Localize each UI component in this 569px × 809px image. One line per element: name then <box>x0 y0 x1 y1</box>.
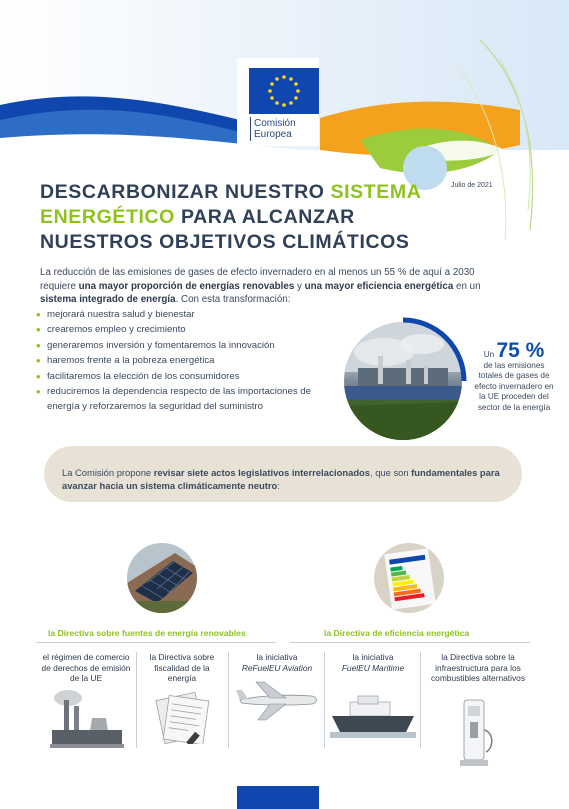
factory-icon <box>50 688 124 748</box>
intro-bold: sistema integrado de energía <box>40 294 176 305</box>
ets-label: el régimen de comercio de derechos de emisión de la UE <box>41 652 131 684</box>
stat-text: de las emisiones totales de gases de efecto invernadero en la UE proceden del sector de la energía <box>474 360 554 412</box>
energy-taxation-label: la Directiva sobre fiscalidad de la energía <box>149 652 215 684</box>
stat-value: 75 % <box>496 339 545 362</box>
logo-text <box>254 118 296 140</box>
fueleu-pre: la iniciativa <box>352 652 394 662</box>
intro-text: La reducción de las emisiones de gases de efecto invernadero en al menos un 55 % de aquí a 2030 requiere <box>40 267 475 292</box>
afir-label: la Directiva sobre la infraestructura para los combustibles alternativos <box>430 652 526 684</box>
logo-line-1: Comisión <box>254 118 296 129</box>
title-highlight: SISTEMA <box>330 181 422 203</box>
list-item: • crearemos empleo y crecimiento <box>36 322 326 337</box>
intro-bold: una mayor eficiencia energética <box>304 280 454 292</box>
efficiency-directive-heading: la Directiva de eficiencia energética <box>324 628 470 638</box>
renewables-directive-heading: la Directiva sobre fuentes de energía renovables <box>48 628 246 638</box>
divider <box>290 642 530 643</box>
charging-station-icon <box>456 698 496 770</box>
refueleu-label <box>232 652 322 673</box>
intro-text: en un <box>453 280 481 292</box>
callout-text <box>62 466 512 492</box>
column-divider <box>420 652 421 748</box>
callout-part: : <box>277 480 280 491</box>
divider <box>36 642 276 643</box>
column-divider <box>136 652 137 748</box>
list-item: • generaremos inversión y fomentaremos la innovación <box>36 338 326 353</box>
photo-ring <box>338 316 468 446</box>
airplane-icon <box>236 676 320 722</box>
footer-eu-bar <box>237 786 319 809</box>
column-divider <box>324 652 325 748</box>
ship-icon <box>330 694 416 738</box>
solar-panel-photo <box>127 543 197 613</box>
energy-label-photo <box>374 543 444 613</box>
refueleu-pre: la iniciativa <box>256 652 298 662</box>
fueleu-name: FuelEU Maritime <box>341 662 405 673</box>
stat-prefix: Un <box>483 350 495 359</box>
column-divider <box>228 652 229 748</box>
emissions-stat <box>471 339 557 413</box>
intro-bold: una mayor proporción de energías renovables <box>78 280 295 292</box>
title-part: PARA ALCANZAR <box>174 206 355 228</box>
logo-line-2: Europea <box>254 129 292 140</box>
callout-bold: fundamentales para avanzar hacia un sistema climáticamente neutro <box>62 467 500 491</box>
callout-part: La Comisión propone <box>62 467 154 478</box>
callout-part: , que son <box>369 467 412 478</box>
intro-paragraph <box>40 266 505 307</box>
fueleu-label <box>328 652 418 673</box>
intro-text: y <box>294 280 305 292</box>
publication-date: Julio de 2021 <box>451 182 493 189</box>
logo-divider <box>250 117 251 141</box>
title-part: DESCARBONIZAR NUESTRO <box>40 181 331 203</box>
list-item: • reduciremos la dependencia respecto de las importaciones de energía y reforzaremos la seguridad del suministro <box>36 384 326 415</box>
eu-flag-icon <box>249 68 319 114</box>
refueleu-name: ReFuelEU Aviation <box>241 662 313 673</box>
callout-bold: revisar siete actos legislativos interrelacionados <box>153 467 370 478</box>
title-part: NUESTROS OBJETIVOS CLIMÁTICOS <box>40 231 410 253</box>
tax-document-icon <box>150 692 216 744</box>
list-item: • mejorará nuestra salud y bienestar <box>36 307 326 322</box>
title-highlight: ENERGÉTICO <box>40 206 175 228</box>
intro-text: . Con esta transformación: <box>175 294 291 305</box>
list-item: • facilitaremos la elección de los consumidores <box>36 369 326 384</box>
benefits-list <box>36 307 326 415</box>
list-item: • haremos frente a la pobreza energética <box>36 353 326 368</box>
page-title <box>40 180 460 255</box>
